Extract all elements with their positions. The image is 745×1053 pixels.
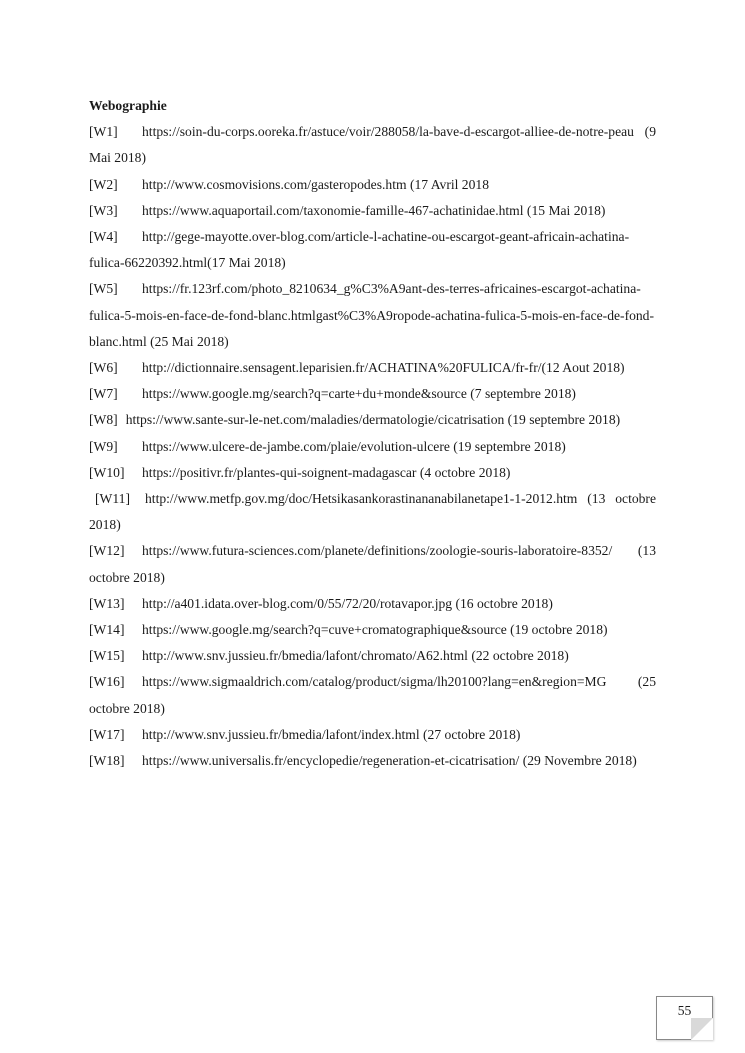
reference-w10: [89, 460, 656, 486]
reference-text[interactable]: https://www.sigmaaldrich.com/catalog/product/sigma/lh20100?lang=en&region=MG (25 octobre 2018): [89, 674, 656, 716]
reference-w1: [89, 119, 656, 171]
reference-text[interactable]: http://www.metfp.gov.mg/doc/Hetsikasankorastinananabilanetape1-1-2012.htm (13 octobre 2018): [89, 491, 656, 533]
reference-w8: [89, 407, 656, 433]
reference-tag: [W17]: [89, 726, 125, 742]
reference-w2: [89, 172, 656, 198]
reference-tag: [W18]: [89, 753, 125, 769]
reference-text[interactable]: https://www.google.mg/search?q=cuve+cromatographique&source (19 octobre 2018): [142, 622, 608, 638]
reference-text[interactable]: http://dictionnaire.sensagent.leparisien.fr/ACHATINA%20FULICA/fr-fr/(12 Aout 2018): [142, 360, 625, 376]
reference-w4: [89, 224, 656, 276]
reference-text[interactable]: https://www.ulcere-de-jambe.com/plaie/evolution-ulcere (19 septembre 2018): [142, 438, 566, 454]
reference-tag: [W1]: [89, 124, 118, 140]
reference-tag: [W2]: [89, 176, 118, 192]
reference-text[interactable]: http://www.cosmovisions.com/gasteropodes.htm (17 Avril 2018: [142, 176, 489, 192]
reference-text[interactable]: http://gege-mayotte.over-blog.com/article-l-achatine-ou-escargot-geant-africain-achatina-fulica-66220392.html(17 Mai 2018): [89, 229, 630, 271]
reference-tag: [W9]: [89, 438, 118, 454]
reference-tag: [W11]: [95, 491, 130, 507]
reference-text[interactable]: https://www.futura-sciences.com/planete/definitions/zoologie-souris-laboratoire-8352/ (13 octobre 2018): [89, 543, 656, 585]
reference-w7: [89, 381, 656, 407]
reference-w13: [89, 591, 656, 617]
reference-text[interactable]: http://www.snv.jussieu.fr/bmedia/lafont/chromato/A62.html (22 octobre 2018): [142, 648, 569, 664]
reference-tag: [W15]: [89, 648, 125, 664]
reference-tag: [W12]: [89, 543, 125, 559]
reference-text[interactable]: https://positivr.fr/plantes-qui-soignent-madagascar (4 octobre 2018): [142, 464, 511, 480]
reference-text[interactable]: https://fr.123rf.com/photo_8210634_g%C3%A9ant-des-terres-africaines-escargot-achatina-fulica-5-mois-en-face-de-fond-blanc.htmlgast%C3%A9ropode-achatina-fulica-5-mois-en-face-de-fond-blanc.html (25 Mai 2018): [89, 281, 655, 349]
reference-w15: [89, 643, 656, 669]
reference-text[interactable]: http://www.snv.jussieu.fr/bmedia/lafont/index.html (27 octobre 2018): [142, 726, 521, 742]
reference-text[interactable]: http://a401.idata.over-blog.com/0/55/72/20/rotavapor.jpg (16 octobre 2018): [142, 595, 553, 611]
page-number: 55: [677, 1003, 692, 1018]
reference-text[interactable]: https://www.aquaportail.com/taxonomie-famille-467-achatinidae.html (15 Mai 2018): [142, 202, 606, 218]
reference-tag: [W13]: [89, 595, 125, 611]
page-number-box: [656, 996, 713, 1040]
section-heading: Webographie: [89, 98, 167, 113]
webography-section: [89, 93, 656, 774]
page-curl-icon: [691, 1018, 713, 1040]
reference-w9: [89, 434, 656, 460]
reference-tag: [W7]: [89, 386, 118, 402]
reference-w17: [89, 722, 656, 748]
reference-w18: [89, 748, 656, 774]
reference-w11: [89, 486, 656, 538]
reference-text[interactable]: https://www.sante-sur-le-net.com/maladies/dermatologie/cicatrisation (19 septembre 2018): [125, 412, 621, 428]
reference-tag: [W4]: [89, 229, 118, 245]
reference-w12: [89, 538, 656, 590]
reference-w3: [89, 198, 656, 224]
reference-w5: [89, 276, 656, 355]
reference-tag: [W10]: [89, 464, 125, 480]
reference-tag: [W5]: [89, 281, 118, 297]
reference-tag: [W6]: [89, 360, 118, 376]
reference-w16: [89, 669, 656, 721]
reference-tag: [W8]: [89, 412, 118, 428]
reference-tag: [W3]: [89, 202, 118, 218]
reference-tag: [W16]: [89, 674, 125, 690]
reference-text[interactable]: https://www.universalis.fr/encyclopedie/regeneration-et-cicatrisation/ (29 Novembre 2018): [142, 753, 637, 769]
reference-text[interactable]: https://soin-du-corps.ooreka.fr/astuce/voir/288058/la-bave-d-escargot-alliee-de-notre-peau (9 Mai 2018): [89, 124, 656, 166]
reference-w14: [89, 617, 656, 643]
reference-tag: [W14]: [89, 622, 125, 638]
reference-text[interactable]: https://www.google.mg/search?q=carte+du+monde&source (7 septembre 2018): [142, 386, 576, 402]
reference-w6: [89, 355, 656, 381]
